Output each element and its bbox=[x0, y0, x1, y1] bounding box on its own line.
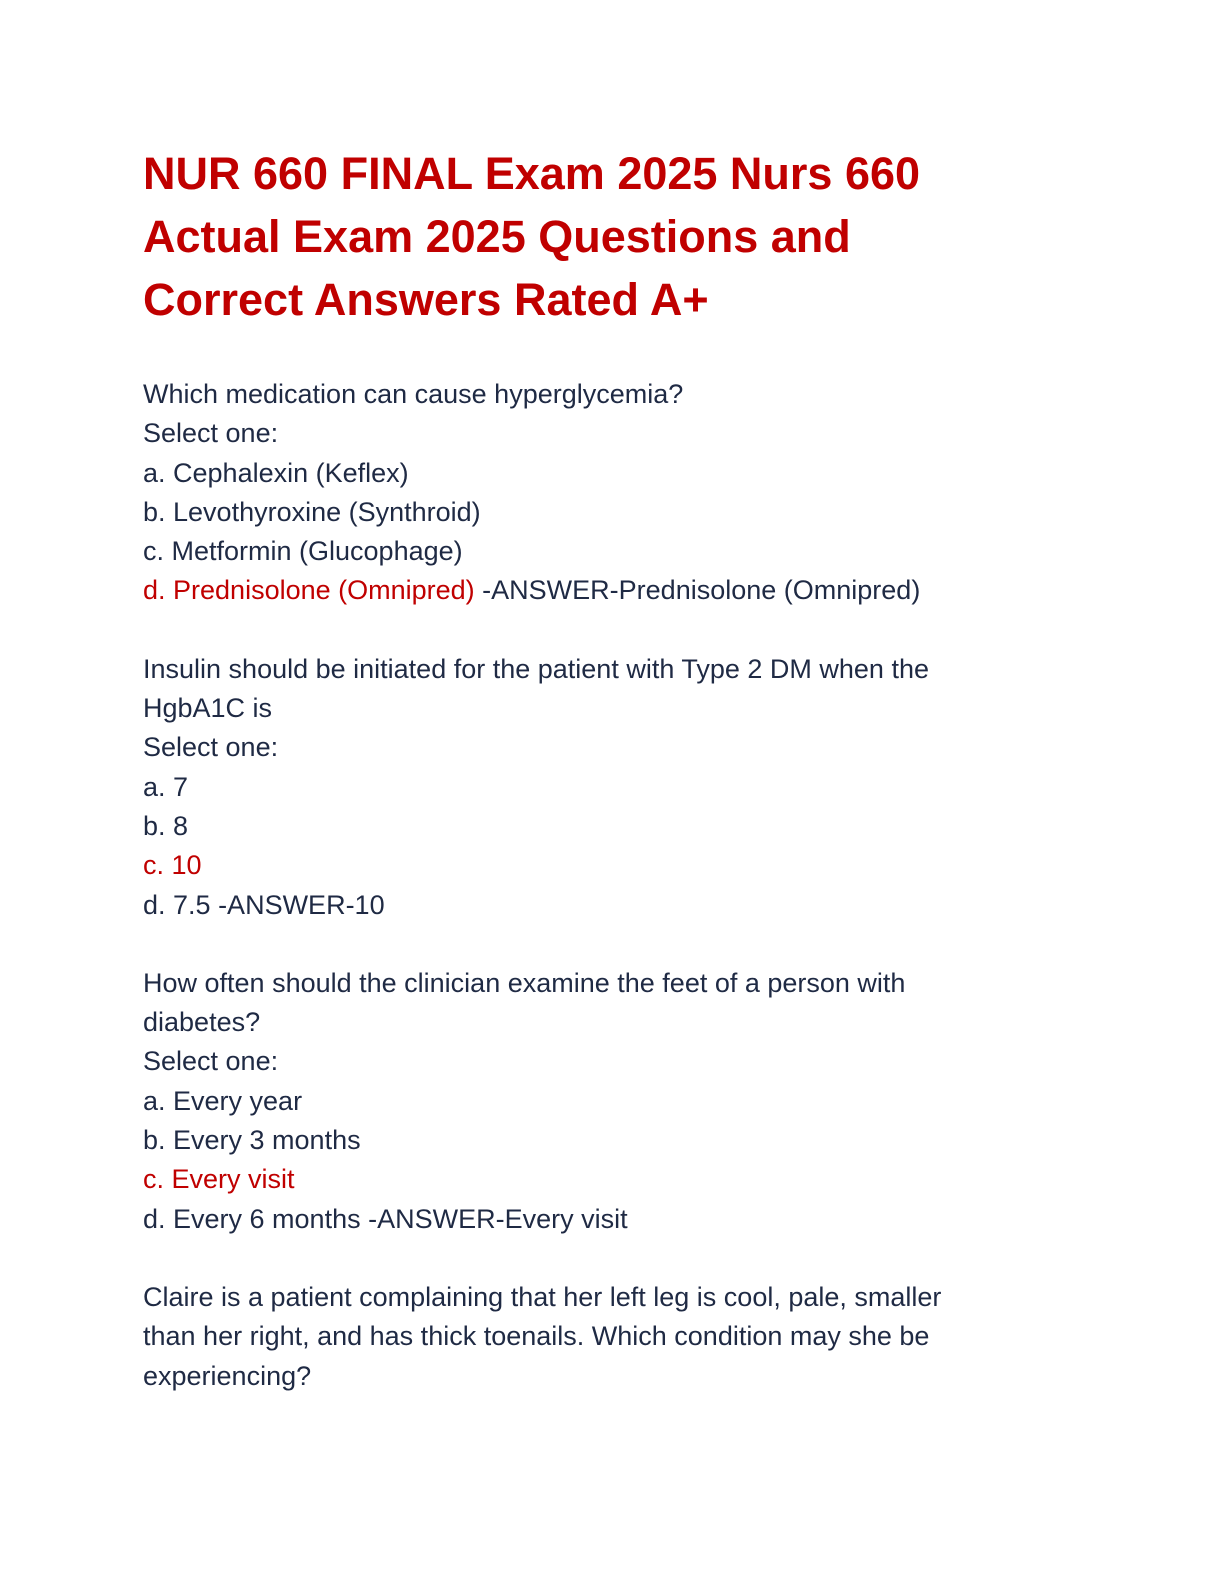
option-d-with-answer bbox=[143, 886, 1043, 925]
answer-text: -ANSWER-Every visit bbox=[360, 1203, 628, 1234]
question-stem: Claire is a patient complaining that her left leg is cool, pale, smaller bbox=[143, 1281, 942, 1312]
question-3 bbox=[143, 964, 1043, 1239]
title-line: Correct Answers Rated A+ bbox=[143, 274, 709, 325]
question-stem: than her right, and has thick toenails. Which condition may she be bbox=[143, 1321, 930, 1352]
question-stem: diabetes? bbox=[143, 1007, 261, 1038]
answer-text: -ANSWER-10 bbox=[210, 889, 385, 920]
option-b: b. Levothyroxine (Synthroid) bbox=[143, 496, 481, 527]
select-label: Select one: bbox=[143, 1046, 279, 1077]
option-a: a. Cephalexin (Keflex) bbox=[143, 457, 409, 488]
answer-text: -ANSWER-Prednisolone (Omnipred) bbox=[474, 575, 921, 606]
title-line: Actual Exam 2025 Questions and bbox=[143, 211, 851, 262]
question-1 bbox=[143, 375, 1043, 611]
option-c: c. Metformin (Glucophage) bbox=[143, 536, 463, 567]
question-stem: HgbA1C is bbox=[143, 693, 273, 724]
title-line: NUR 660 FINAL Exam 2025 Nurs 660 bbox=[143, 148, 921, 199]
document-title bbox=[143, 142, 1043, 331]
option-d-with-answer bbox=[143, 571, 1043, 610]
option-d: d. Every 6 months bbox=[143, 1203, 361, 1234]
question-2 bbox=[143, 650, 1043, 925]
option-d: d. 7.5 bbox=[143, 889, 211, 920]
question-stem: How often should the clinician examine the feet of a person with bbox=[143, 967, 906, 998]
select-label: Select one: bbox=[143, 418, 279, 449]
question-stem: Insulin should be initiated for the patient with Type 2 DM when the bbox=[143, 653, 929, 684]
select-label: Select one: bbox=[143, 732, 279, 763]
option-a: a. Every year bbox=[143, 1085, 303, 1116]
question-stem: experiencing? bbox=[143, 1360, 312, 1391]
document-page bbox=[143, 142, 1043, 1435]
option-b: b. Every 3 months bbox=[143, 1125, 361, 1156]
option-a: a. 7 bbox=[143, 771, 189, 802]
question-stem: Which medication can cause hyperglycemia? bbox=[143, 379, 684, 409]
option-b: b. 8 bbox=[143, 810, 189, 841]
correct-option: d. Prednisolone (Omnipred) bbox=[143, 575, 475, 606]
option-d-with-answer bbox=[143, 1200, 1043, 1239]
correct-option: c. Every visit bbox=[143, 1164, 295, 1195]
correct-option: c. 10 bbox=[143, 850, 202, 881]
question-4 bbox=[143, 1278, 1043, 1396]
